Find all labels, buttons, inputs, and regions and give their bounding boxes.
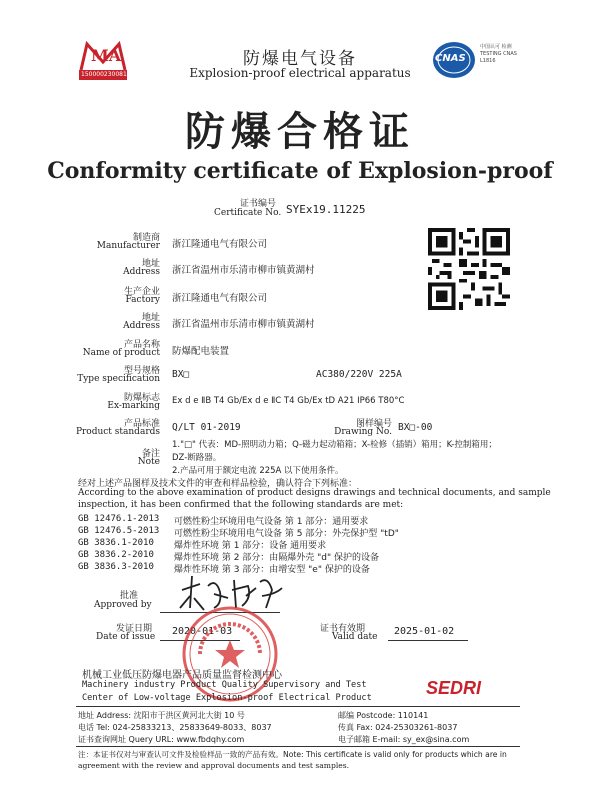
header-title-en: Explosion-proof electrical apparatus: [189, 66, 411, 80]
note-line-3: 2.产品可用于额定电流 225A 以下使用条件。: [172, 466, 344, 476]
address-label-zh: 地址: [141, 259, 160, 269]
product-name-label-zh: 产品名称: [123, 340, 160, 350]
sedri-logo: [426, 678, 516, 702]
standard-description: 可燃性粉尘环境用电气设备 第 5 部分：外壳保护型 "tD": [174, 529, 399, 539]
valid-date-label-en: Valid date: [332, 632, 378, 642]
type-spec-label-en: Type specification: [77, 374, 160, 384]
center-name-en-1: Machinery industry Product Quality Supervisory and Test: [82, 680, 367, 690]
examination-zh: 经对上述产品图样及技术文件的审查和样品检验，确认符合下列标准：: [78, 479, 358, 489]
factory-label-zh: 生产企业: [123, 287, 160, 297]
note-label-zh: 备注: [141, 449, 160, 459]
drawing-label-en: Drawing No.: [334, 427, 392, 437]
issue-date-label-en: Date of issue: [96, 632, 156, 642]
address2-value: 浙江省温州市乐清市柳市镇黄湖村: [172, 319, 315, 330]
note-line-2: DZ-断路器。: [172, 453, 222, 463]
footer-query-url: 证书查询网址 Query URL: www.fbdqhy.com: [78, 735, 245, 744]
footer-tel: 电话 Tel: 024-25833213、25833649-8033、8037: [78, 723, 272, 732]
main-title-en: Conformity certificate of Explosion-proof: [47, 158, 553, 184]
type-spec-label-zh: 型号规格: [123, 366, 160, 376]
product-standards-label-en: Product standards: [75, 427, 160, 437]
certificate-label-zh: 证书编号: [240, 199, 277, 209]
standard-description: 爆炸性环境 第 2 部分：由隔爆外壳 "d" 保护的设备: [174, 553, 380, 563]
standard-description: 爆炸性环境 第 3 部分：由增安型 "e" 保护的设备: [174, 565, 370, 575]
type-spec-rating: AC380/220V 225A: [316, 369, 402, 380]
cnas-logo-text: CNAS: [435, 53, 466, 64]
valid-date-line: [388, 640, 468, 641]
note-line-1: 1."□" 代表：MD-照明动力箱；Q-磁力起动箱箱；X-检修（插销）箱用；K-控制箱用；: [172, 440, 497, 450]
standard-description: 可燃性粉尘环境用电气设备 第 1 部分：通用要求: [174, 517, 369, 527]
cnas-logo-sub: 中国认可 检测 TESTING CNAS L1816: [480, 44, 517, 64]
address-label-en: Address: [123, 267, 160, 277]
issue-date-value: 2020-01-03: [172, 626, 233, 637]
sedri-logo-text: SEDRI: [426, 678, 482, 698]
footer-note-1: 注：本证书仅对与审查认可文件及检验样品一致的产品有效。Note: This certificate is valid only for products which are in: [78, 750, 507, 759]
standard-code: GB 12476.5-2013: [78, 526, 160, 536]
product-standards-value: Q/LT 01-2019: [172, 422, 241, 433]
ex-marking-value: Ex d e ⅡB T4 Gb/Ex d e ⅡC T4 Gb/Ex tD A21 IP66 T80°C: [172, 396, 405, 406]
standard-code: GB 12476.1-2013: [78, 514, 160, 524]
address2-label-zh: 地址: [141, 313, 160, 323]
standard-code: GB 3836.3-2010: [78, 562, 154, 572]
note-label-en: Note: [137, 457, 160, 467]
ma-logo-sub: 150000230081: [81, 71, 127, 78]
footer-divider: [76, 706, 520, 707]
manufacturer-label-zh: 制造商: [132, 233, 160, 243]
footer-email: 电子邮箱 E-mail: sy_ex@sina.com: [338, 735, 470, 744]
manufacturer-label-en: Manufacturer: [96, 241, 160, 251]
valid-date-label-zh: 证书有效期: [320, 624, 366, 634]
approval-label-zh: 批准: [120, 591, 139, 601]
certificate-label-en: Certificate No.: [214, 208, 282, 218]
drawing-label-zh: 图样编号: [355, 419, 392, 429]
footer-fax: 传真 Fax: 024-25303261-8037: [338, 723, 458, 732]
ma-logo-text: MA: [91, 46, 122, 65]
footer-postcode: 邮编 Postcode: 110141: [338, 711, 429, 720]
ex-marking-label-zh: 防爆标志: [123, 393, 160, 403]
examination-en-2: inspection, it has been confirmed that the following standards are met:: [78, 500, 404, 510]
footer-note-2: agreement with the review and approval documents and test samples.: [78, 761, 350, 770]
center-name-en-2: Center of Low-voltage Explosion-proof Electrical Product: [82, 693, 372, 703]
center-name-zh: 机械工业低压防爆电器产品质量监督检测中心: [82, 670, 282, 681]
cnas-logo: [432, 40, 532, 82]
factory-label-en: Factory: [125, 295, 160, 305]
standard-code: GB 3836.2-2010: [78, 550, 154, 560]
standard-description: 爆炸性环境 第 1 部分：设备 通用要求: [174, 541, 327, 551]
address-value: 浙江省温州市乐清市柳市镇黄湖村: [172, 265, 315, 276]
footer-address: 地址 Address: 沈阳市于洪区黄河北大街 10 号: [78, 711, 245, 720]
product-standards-label-zh: 产品标准: [123, 419, 160, 429]
approval-label-en: Approved by: [94, 600, 152, 610]
ex-marking-label-en: Ex-marking: [107, 401, 160, 411]
standard-code: GB 3836.1-2010: [78, 538, 154, 548]
product-name-label-en: Name of product: [82, 348, 160, 358]
certificate-number: SYEx19.11225: [286, 203, 366, 216]
footer-divider-2: [76, 746, 520, 747]
type-spec-value: BX□: [172, 369, 190, 380]
examination-en-1: According to the above examination of product designs drawings and technical documents, and sample: [78, 488, 551, 498]
header-title-zh: 防爆电气设备: [243, 49, 357, 69]
manufacturer-value: 浙江隆通电气有限公司: [172, 239, 268, 250]
main-title-zh: 防爆合格证: [185, 108, 415, 155]
qr-code: [428, 228, 510, 310]
drawing-value: BX□-00: [398, 422, 433, 433]
factory-value: 浙江隆通电气有限公司: [172, 293, 268, 304]
product-name-value: 防爆配电装置: [172, 346, 230, 357]
issue-date-label-zh: 发证日期: [116, 624, 153, 634]
address2-label-en: Address: [123, 321, 160, 331]
valid-date-value: 2025-01-02: [394, 626, 455, 637]
